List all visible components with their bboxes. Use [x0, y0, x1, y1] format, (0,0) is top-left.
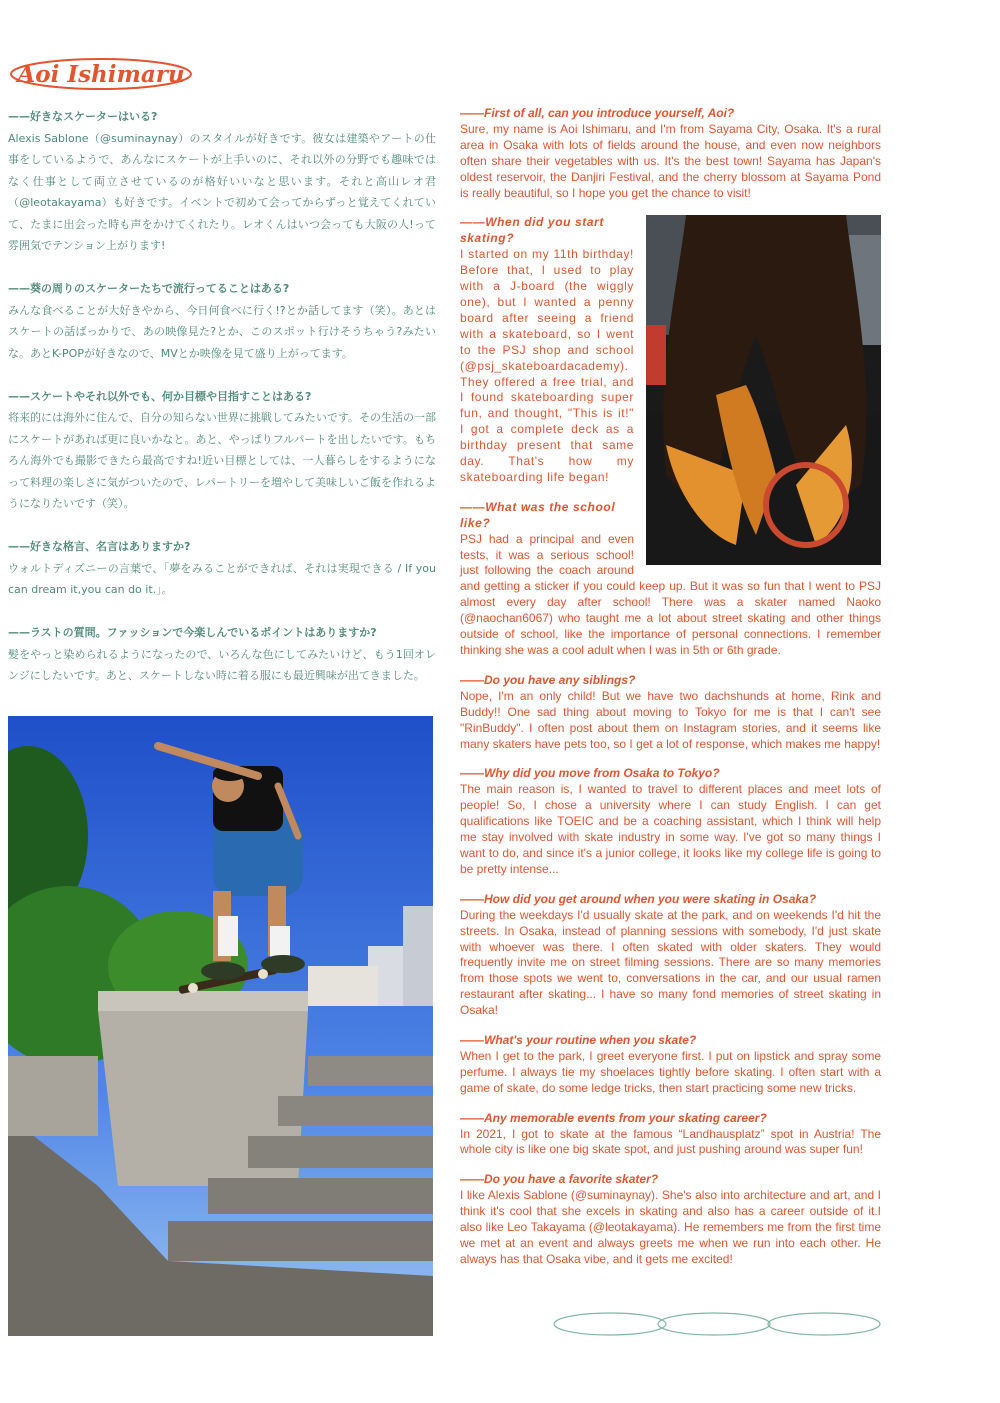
jp-answer-3: 将来的には海外に住んで、自分の知らない世界に挑戦してみたいです。その生活の一部にスケートがあれば更に良いかなと。あと、やっぱりフルパートを出したいです。もちろん海外でも撮影できたら最高ですね!近い目標としては、一人暮らしをするようになって料理の楽しさに気がついたので、レパートリーを増やして美味しいご飯を作れるようになりたいです（笑）。: [8, 411, 437, 510]
jp-question-4: ——好きな格言、名言はありますか?: [8, 540, 191, 553]
en-answer-9: I like Alexis Sablone (@suminaynay). She's also into architecture and art, and I think it's cool that she excels in skating and also has a career outside of it.I also like Leo Takayama (@leotakayama). He remembers me from the first time we met at an event and always greets me when we run into each other. He always has that Osaka vibe, and it gets me excited!: [460, 1188, 881, 1266]
en-question-7: ——What's your routine when you skate?: [460, 1033, 697, 1048]
jp-answer-1: Alexis Sablone（@suminaynay）のスタイルが好きです。彼女は建築やアートの仕事をしているようで、あんなにスケートが上手いのに、それ以外の分野でも趣味ではなく仕事として両立させているのが格好いいなと思います。それと高山レオ君（@leotakayama）も好きです。イベントで初めて会ってからずっと覚えてくれていて、たまに出会った時も声をかけてくれたり。レオくんはいつ会っても大阪の人!って雰囲気でテンション上がります!: [8, 131, 436, 252]
en-question-4: ——Do you have any siblings?: [460, 672, 636, 687]
en-answer-4: Nope, I'm an only child! But we have two dachshunds at home, Rink and Buddy!! One sad thing about moving to Tokyo for me is that I can't see "RinBuddy". I often post about them on Instagram stories, and it seems like many skaters have pets too, so I get a lot of response, which makes me happy!: [460, 688, 881, 751]
en-answer-7: When I get to the park, I greet everyone first. I put on lipstick and spray some perfume. I always tie my shoelaces tightly before skating. I often start with a game of skate, do some ledge tricks, then start practicing some new tricks.: [460, 1048, 881, 1095]
en-answer-1: Sure, my name is Aoi Ishimaru, and I'm from Sayama City, Osaka. It's a rural area in Osaka with lots of fields around the house, and even now neighbors often share their vegetables with us. It's the best town! Sayama has Japan's oldest reservoir, the Danjiri Festival, and the cherry blossom at Sayama Pond is really beautiful, so I hope you get the chance to visit!: [460, 121, 881, 200]
en-question-6: ——How did you get around when you were skating in Osaka?: [460, 891, 817, 906]
en-answer-6: During the weekdays I'd usually skate at the park, and on weekends I'd hit the streets. In Osaka, instead of planning sessions with somebody, I'd just skate with whoever was there. I often skated with older skaters. They would frequently invite me on street filming sessions. There are so many memories from those spots we went to, conversations in the car, and our usual ramen restaurant after skating... I have so many fond memories of street skating in Osaka!: [460, 907, 881, 1018]
en-question-1: ——First of all, can you introduce yourself, Aoi?: [460, 106, 735, 120]
en-question-8: ——Any memorable events from your skating career?: [460, 1110, 767, 1125]
name-logo-text: Aoi Ishimaru: [17, 61, 185, 88]
decorative-ovals: [552, 1310, 884, 1338]
en-question-5: ——Why did you move from Osaka to Tokyo?: [460, 766, 720, 781]
hair-photo: [646, 215, 881, 565]
jp-question-5: ——ラストの質問。ファッションで今楽しんでいるポイントはありますか?: [8, 626, 377, 639]
jp-answer-4: ウォルトディズニーの言葉で、「夢をみることができれば、それは実現できる / If you can dream it,you can do it.」。: [8, 561, 436, 596]
en-answer-3: PSJ had a principal and even tests, it was a serious school! just following the coach around and getting a sticker if you could keep up. But it was so fun that I went to PSJ almost every day after school! There was a skater named Naoko (@naochan6067) who taught me a lot about street skating and other things outside of school, like the importance of personal connections. I remember thinking she was a cool adult when I was in 5th or 6th grade.: [460, 531, 881, 657]
en-question-2: ——When did you start skating?: [460, 215, 604, 246]
jp-question-2: ——葵の周りのスケーターたちで流行ってることはある?: [8, 282, 290, 295]
japanese-column: [8, 106, 436, 708]
decorative-ovals-graphic: [552, 1310, 884, 1338]
en-answer-8: In 2021, I got to skate at the famous “Landhausplatz” spot in Austria! The whole city is like one big skate spot, and just pushing around was super fun!: [460, 1126, 881, 1157]
en-question-9: ——Do you have a favorite skater?: [460, 1172, 659, 1187]
name-logo: [8, 55, 194, 93]
skateboarding-photo-graphic: [8, 716, 433, 1336]
jp-question-3: ——スケートやそれ以外でも、何か目標や目指すことはある?: [8, 389, 312, 403]
english-column: [460, 106, 881, 1282]
jp-answer-2: みんな食べることが大好きやから、今日何食べに行く!?とか話してます（笑）。あとはスケートの話ばっかりで、あの映像見た?とか、このスポット行けそうちゃう?みたいな。あとK-POPが好きなので、MVとか映像を見て盛り上がってます。: [8, 303, 436, 360]
hair-photo-graphic: [646, 215, 881, 565]
name-logo-graphic: [8, 55, 194, 93]
jp-question-1: ——好きなスケーターはいる?: [8, 110, 158, 123]
en-question-3: ——What was the school like?: [460, 499, 616, 530]
skateboarding-photo: [8, 716, 433, 1336]
jp-answer-5: 髪をやっと染められるようになったので、いろんな色にしてみたいけど、もう1回オレンジにしたいです。あと、スケートしない時に着る服にも最近興味が出てきました。: [8, 647, 436, 682]
en-answer-5: The main reason is, I wanted to travel to different places and meet lots of people! So, I chose a university where I can study English. I can get qualifications like TOEIC and be a coaching assistant, which I think will help me stay involved with skate industry in some way. I've got so many things I want to do, and since it's a junior college, it looks like my college life is going to be pretty intense...: [460, 782, 881, 876]
en-answer-2: I started on my 11th birthday! Before that, I used to play with a J-board (the wiggly one), but I wanted a penny board after seeing a friend with a skateboard, so I went to the PSJ shop and school (@psj_skateboardacademy). They offered a free trial, and I found skateboarding super fun, and thought, "This is it!" I got a complete deck as a birthday present that same day. That's how my skateboarding life began!: [460, 247, 634, 484]
